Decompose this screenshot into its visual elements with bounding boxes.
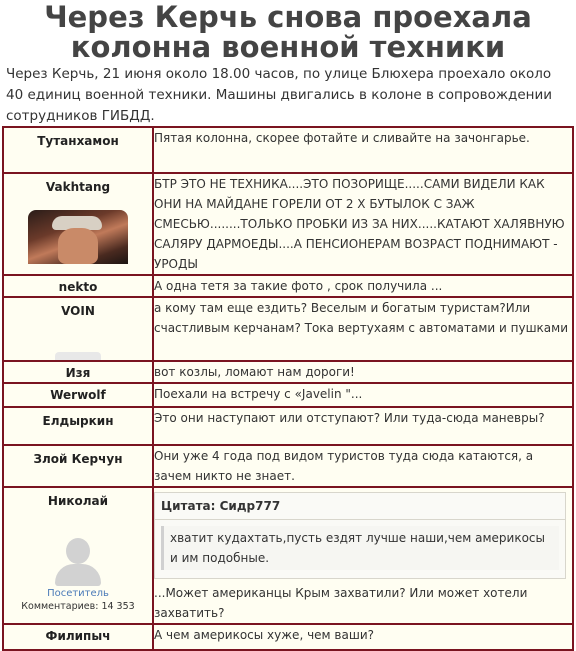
user-role-link[interactable]: Посетитель [47, 588, 109, 599]
comment-row [3, 445, 573, 487]
comment-author[interactable]: VOIN [61, 304, 95, 318]
article-lead: Через Керчь, 21 июня около 18.00 часов, по улице Блюхера проехало около 40 единиц военной техники. Машины двигались в колоне в сопровождении сотрудников ГИБДД. [6, 66, 553, 124]
comment-body: БТР ЭТО НЕ ТЕХНИКА....ЭТО ПОЗОРИЩЕ.....САМИ ВИДЕЛИ КАК ОНИ НА МАЙДАНЕ ГОРЕЛИ ОТ 2 Х БУТЫЛОК С ЗАЖ СМЕСЬЮ........ТОЛЬКО ПРОБКИ ИЗ ЗА НИХ.....КАТАЮТ ХАЛЯВНУЮ САЛЯРУ ДАРМОЕДЫ....А ПЕНСИОНЕРАМ ВОЗРАСТ ПОДНИМАЮТ - УРОДЫ [153, 173, 573, 275]
quote-text: хватит кудахтать,пусть ездят лучше наши,чем америкосы и им подобные. [161, 526, 559, 570]
comment-body: вот козлы, ломают нам дороги! [153, 361, 573, 383]
comment-author[interactable]: Николай [47, 494, 109, 508]
comment-body: А чем америкосы хуже, чем ваши? [153, 624, 573, 650]
article-title-line-1: Через Керчь снова проехала [44, 0, 532, 34]
comment-author[interactable]: Филипыч [45, 629, 111, 643]
user-avatar-placeholder-icon[interactable] [53, 534, 103, 586]
user-avatar[interactable] [55, 352, 101, 360]
comment-author-cell [3, 383, 153, 407]
user-comment-count: Комментариев: 14 353 [21, 601, 135, 612]
comment-author-cell [3, 127, 153, 173]
comment-row [3, 487, 573, 624]
comment-author-cell [3, 445, 153, 487]
comment-text: ...Может американцы Крым захватили? Или может хотели захватить? [154, 586, 528, 620]
quote-title: Цитата: Сидр777 [155, 493, 565, 520]
comment-author-cell [3, 361, 153, 383]
comment-author-cell [3, 407, 153, 445]
comment-author-cell [3, 297, 153, 361]
avatar-shoulders-shape [55, 564, 101, 586]
comment-body: Пятая колонна, скорее фотайте и сливайте на зачонгарье. [153, 127, 573, 173]
comment-row [3, 361, 573, 383]
user-avatar[interactable] [28, 210, 128, 264]
comment-body: А одна тетя за такие фото , срок получила ... [153, 275, 573, 297]
avatar-head-shape [66, 538, 90, 564]
comment-author[interactable]: Werwolf [50, 388, 106, 402]
comment-author-cell [3, 275, 153, 297]
comment-author[interactable]: Изя [65, 366, 91, 380]
comment-author[interactable]: nekto [58, 280, 98, 294]
comment-body: а кому там еще ездить? Веселым и богатым туристам?Или счастливым керчанам? Тока вертухаям с автоматами и пушками [153, 297, 573, 361]
comment-author[interactable]: Злой Керчун [33, 452, 123, 466]
comment-author-cell [3, 487, 153, 624]
avatar-face-shape [58, 228, 98, 264]
comment-row [3, 127, 573, 173]
article-title-line-2: колонна военной техники [70, 30, 506, 64]
comment-author[interactable]: Тутанхамон [37, 134, 119, 148]
article-title [0, 0, 576, 62]
comment-row [3, 383, 573, 407]
comment-row [3, 407, 573, 445]
comment-author[interactable]: Елдыркин [42, 414, 114, 428]
comment-row [3, 173, 573, 275]
comments-table [2, 126, 574, 651]
comment-body: Они уже 4 года под видом туристов туда сюда катаются, а зачем никто не знает. [153, 445, 573, 487]
comment-body [153, 487, 573, 624]
comment-row [3, 275, 573, 297]
comment-author-cell [3, 173, 153, 275]
comment-body: Это они наступают или отступают? Или туда-сюда маневры? [153, 407, 573, 445]
comment-row [3, 297, 573, 361]
comment-author[interactable]: Vakhtang [45, 180, 111, 194]
comment-body: Поехали на встречу с «Javelin "... [153, 383, 573, 407]
quote-block [154, 492, 566, 579]
